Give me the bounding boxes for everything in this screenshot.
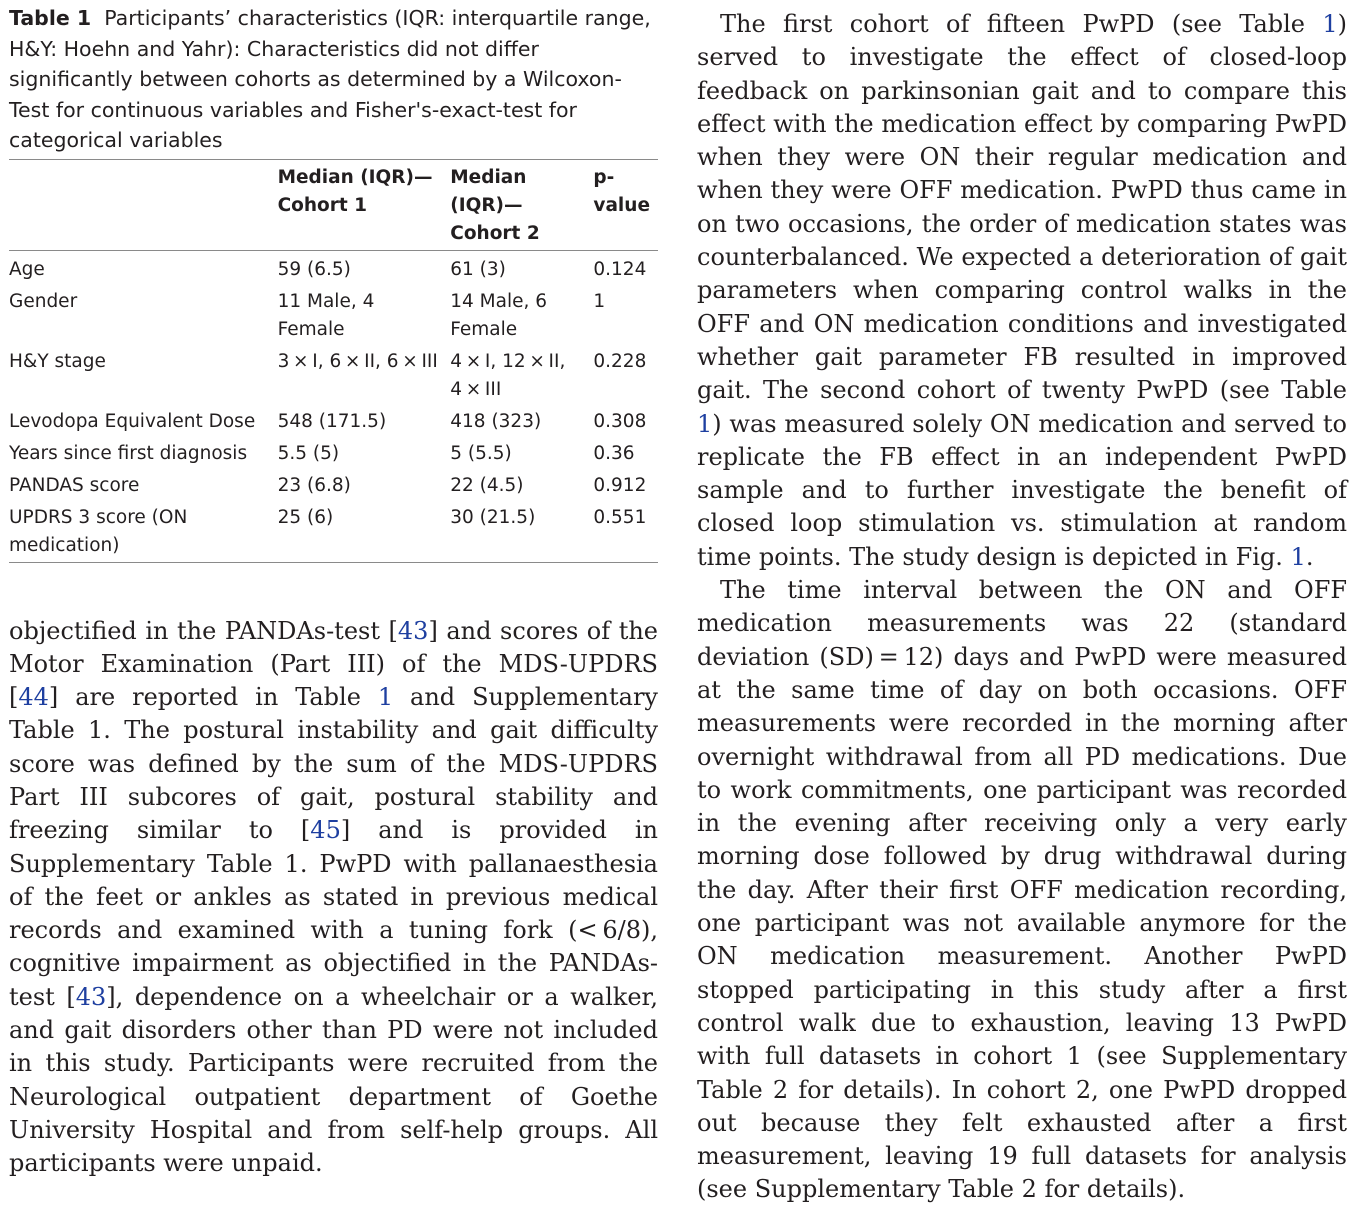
- reference-link-44[interactable]: 44: [18, 683, 49, 712]
- row-label: Years since first diagnosis: [9, 442, 248, 464]
- p-value: 0.124: [593, 258, 647, 280]
- text-run: The first cohort of fifteen PwPD (see Table: [720, 10, 1323, 38]
- p-value: 0.308: [593, 410, 647, 432]
- table-1-link[interactable]: 1: [697, 409, 713, 438]
- cohort-2-value: 14 Male, 6 Female: [450, 290, 548, 340]
- table-row: [9, 346, 658, 406]
- reference-link-43[interactable]: 43: [75, 982, 107, 1011]
- right-body-paragraph-2: The time interval between the ON and OFF medication measurements was 22 (standard deviation (SD) = 12) days and PwPD were measured at the same time of day on both occasions. OFF measurements were recorded in the morning after overnight withdrawal from all PD medications. Due to work commitments, one participant was recorded in the evening after receiving only a very early morning dose followed by drug withdrawal during the day. After their first OFF medication recording, one participant was not available anymore for the ON medication measurement. Another PwPD stopped participating in this study after a first control walk due to exhaustion, leaving 13 PwPD with full datasets in cohort 1 (see Supplementary Table 2 for details). In cohort 2, one PwPD dropped out because they felt exhausted after a first measurement, leaving 19 full datasets for analysis (see Supplementary Table 2 for details).: [697, 576, 1347, 1204]
- cohort-1-value: 25 (6): [278, 502, 451, 563]
- table-row: [9, 438, 658, 470]
- cohort-1-value: 5.5 (5): [277, 442, 340, 464]
- header-p-value: p-value: [593, 159, 658, 250]
- text-run: ) served to investigate the effect of closed-loop feedback on parkinsonian gait and to compare this effect with the medication effect by comparing PwPD when they were ON their regular medication and when they were OFF medication. PwPD thus came in on two occasions, the order of medication states was counterbalanced. We expected a deterioration of gait parameters when comparing control walks in the OFF and ON medication conditions and investigated whether gait parameter FB resulted in improved gait. The second cohort of twenty PwPD (see Table: [697, 10, 1347, 405]
- table-caption: [9, 3, 658, 156]
- header-variable: [9, 159, 278, 250]
- text-run: ) was measured solely ON medication and served to replicate the FB effect in an independent PwPD sample and to further investigate the benefit of closed loop stimulation vs. stimulation at random time points. The study design is depicted in Fig.: [697, 409, 1347, 571]
- header-cohort-2: Median (IQR)—Cohort 2: [450, 159, 593, 250]
- reference-link-43[interactable]: 43: [397, 616, 429, 645]
- cohort-1-value: 11 Male, 4 Female: [277, 290, 375, 340]
- table-caption-text: Participants’ characteristics (IQR: interquartile range, H&Y: Hoehn and Yahr): Characteristics did not differ significantly between cohorts as determined by a Wilcoxon-Test for continuous variables and Fisher's-exact-test for categorical variables: [9, 6, 651, 152]
- table-row: [9, 286, 658, 346]
- p-value: 1: [593, 290, 606, 312]
- p-value: 0.912: [593, 474, 647, 496]
- right-column: [697, 0, 1347, 1207]
- left-body-paragraph: [9, 615, 658, 1181]
- row-label: H&Y stage: [9, 350, 106, 372]
- table-header-row: [9, 159, 658, 250]
- text-run: and Supplementary Table 1. The postural instability and gait difficulty score was defined by the sum of the MDS-UPDRS Part III subcores of gait, postural stability and freezing similar to [: [9, 683, 658, 845]
- table-label: Table 1: [9, 6, 92, 30]
- text-run: ] are reported in Table: [48, 683, 378, 712]
- text-run: ], dependence on a wheelchair or a walker, and gait disorders other than PD were not included in this study. Participants were recruited from the Neurological outpatient department of Goethe University Hospital and from self-help groups. All participants were unpaid.: [9, 982, 658, 1178]
- table-row: [9, 406, 658, 438]
- table-1-link[interactable]: 1: [1322, 10, 1338, 38]
- right-body-paragraph-1: [697, 8, 1347, 574]
- cohort-2-value: 4 × I, 12 × II, 4 × III: [450, 350, 566, 400]
- p-value: 0.551: [593, 502, 658, 563]
- cohort-1-value: 548 (171.5): [277, 410, 387, 432]
- cohort-1-value: 23 (6.8): [277, 474, 351, 496]
- row-label: UPDRS 3 score (ON medication): [9, 502, 278, 563]
- cohort-2-value: 61 (3): [450, 258, 506, 280]
- text-run: ] and is provided in Supplementary Table 1. PwPD with pallanaesthesia of the feet or ankles as stated in previous medical records and examined with a tuning fork (< 6/8), cognitive impairment as objectified in the PANDAs-test [: [9, 816, 658, 1011]
- cohort-2-value: 5 (5.5): [450, 442, 512, 464]
- figure-1-link[interactable]: 1: [1290, 542, 1306, 571]
- p-value: 0.228: [593, 350, 647, 372]
- cohort-2-value: 418 (323): [450, 410, 542, 432]
- text-run: .: [1305, 542, 1314, 571]
- cohort-2-value: 22 (4.5): [450, 474, 524, 496]
- cohort-1-value: 3 × I, 6 × II, 6 × III: [277, 350, 438, 372]
- reference-link-45[interactable]: 45: [310, 816, 341, 845]
- table-row: [9, 470, 658, 502]
- p-value: 0.36: [593, 442, 635, 464]
- participants-table: [9, 159, 658, 563]
- text-run: ] and scores of the Motor Examination (Part III) of the MDS-UPDRS [: [9, 616, 658, 712]
- header-cohort-1: Median (IQR)—Cohort 1: [278, 159, 451, 250]
- row-label: Gender: [9, 290, 78, 312]
- row-label: Levodopa Equivalent Dose: [9, 410, 256, 432]
- cohort-1-value: 59 (6.5): [277, 258, 351, 280]
- text-run: objectified in the PANDAs-test [: [9, 616, 398, 645]
- cohort-2-value: 30 (21.5): [450, 502, 593, 563]
- table-1-link[interactable]: 1: [377, 683, 394, 712]
- left-column: [9, 0, 658, 1181]
- table-row: [9, 250, 658, 286]
- row-label: PANDAS score: [9, 474, 140, 496]
- table-row: [9, 502, 658, 563]
- row-label: Age: [9, 258, 45, 280]
